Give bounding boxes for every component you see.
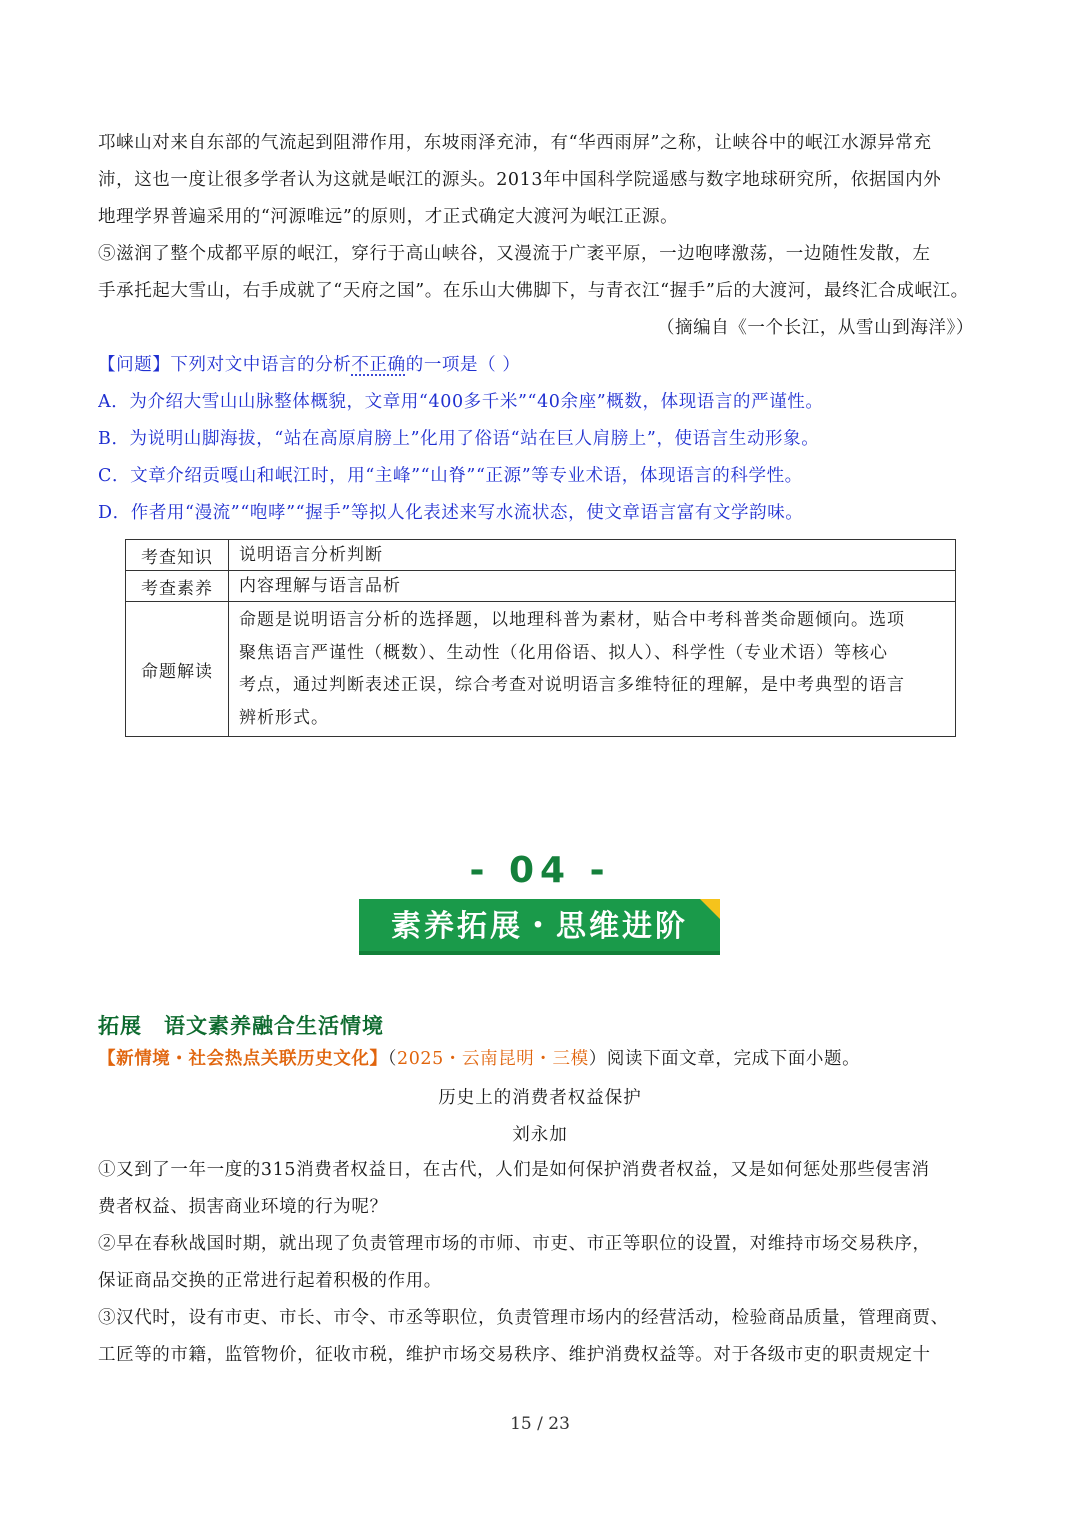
question-stem bbox=[98, 353, 978, 377]
section-number: - 04 - bbox=[469, 850, 611, 891]
source-citation: （摘编自《一个长江，从雪山到海洋》） bbox=[656, 318, 974, 338]
section-banner bbox=[359, 899, 720, 955]
article-line: ③汉代时，设有市吏、市长、市令、市丞等职位，负责管理市场内的经营活动，检验商品质量，管理商贾、 bbox=[98, 1308, 949, 1328]
page-number: 15 / 23 bbox=[510, 1414, 570, 1434]
table-row bbox=[126, 602, 956, 737]
table-value-line: 命题是说明语言分析的选择题，以地理科普为素材，贴合中考科普类命题倾向。选项 bbox=[239, 610, 905, 630]
question-text: 下列对文中语言的分析 bbox=[170, 355, 352, 375]
source-paren: （ bbox=[387, 1049, 397, 1069]
table-row bbox=[126, 540, 956, 571]
table-value-line: 考点，通过判断表述正误，综合考查对说明语言多维特征的理解，是中考典型的语言 bbox=[239, 675, 905, 695]
table-key: 考查素养 bbox=[126, 571, 229, 602]
article-line: 保证商品交换的正常进行起着积极的作用。 bbox=[98, 1271, 442, 1291]
article-line: ②早在春秋战国时期，就出现了负责管理市场的市师、市吏、市正等职位的设置，对维持市场交易秩序， bbox=[98, 1234, 931, 1254]
option-c: C．文章介绍贡嘎山和岷江时，用“主峰”“山脊”“正源”等专业术语，体现语言的科学性。 bbox=[98, 466, 803, 486]
exam-source: 2025・云南昆明・三模 bbox=[396, 1049, 589, 1069]
table-value-line: 聚焦语言严谨性（概数）、生动性（化用俗语、拟人）、科学性（专业术语）等核心 bbox=[239, 642, 888, 663]
table-value: 说明语言分析判断 bbox=[229, 540, 956, 571]
passage-line: 手承托起大雪山，右手成就了“天府之国”。在乐山大佛脚下，与青衣江“握手”后的大渡河，最终汇合成岷江。 bbox=[98, 281, 969, 301]
instruction: 阅读下面文章，完成下面小题。 bbox=[606, 1049, 861, 1069]
context-tag: 【新情境・社会热点关联历史文化】 bbox=[98, 1049, 388, 1069]
option-b: B．为说明山脚海拔，“站在高原肩膀上”化用了俗语“站在巨人肩膀上”，使语言生动形象。 bbox=[98, 429, 820, 449]
source-paren: ） bbox=[588, 1049, 607, 1069]
table-value bbox=[229, 602, 956, 737]
option-a: A．为介绍大雪山山脉整体概貌，文章用“400多千米”“40余座”概数，体现语言的严谨性。 bbox=[98, 392, 824, 412]
passage-line: ⑤滋润了整个成都平原的岷江，穿行于高山峡谷，又漫流于广袤平原，一边咆哮激荡，一边随性发散，左 bbox=[98, 244, 931, 264]
extension-source-line bbox=[98, 1047, 978, 1071]
question-tag: 【问题】 bbox=[98, 355, 171, 375]
question-text-end: 的一项是（ ） bbox=[405, 355, 521, 375]
table-value: 内容理解与语言品析 bbox=[229, 571, 956, 602]
table-value-line: 辨析形式。 bbox=[239, 707, 329, 728]
option-d: D．作者用“漫流”“咆哮”“握手”等拟人化表述来写水流状态，使文章语言富有文学韵味。 bbox=[98, 503, 804, 523]
table-row bbox=[126, 571, 956, 602]
article-author: 刘永加 bbox=[512, 1125, 568, 1145]
extension-title: 拓展 语文素养融合生活情境 bbox=[98, 1013, 384, 1038]
analysis-table bbox=[125, 539, 956, 737]
table-key: 考查知识 bbox=[126, 540, 229, 571]
passage-line: 沛，这也一度让很多学者认为这就是岷江的源头。2013年中国科学院遥感与数字地球研究所，依据国内外 bbox=[98, 170, 942, 190]
passage-line: 地理学界普遍采用的“河源唯远”的原则，才正式确定大渡河为岷江正源。 bbox=[98, 207, 679, 227]
question-emphasis: 不正确 bbox=[351, 355, 406, 375]
table-key: 命题解读 bbox=[126, 602, 229, 737]
section-banner-title: 素养拓展・思维进阶 bbox=[391, 909, 688, 944]
article-line: 费者权益、损害商业环境的行为呢？ bbox=[98, 1197, 388, 1217]
article-line: ①又到了一年一度的315消费者权益日，在古代，人们是如何保护消费者权益，又是如何惩处那些侵害消 bbox=[98, 1160, 930, 1180]
passage-line: 邛崃山对来自东部的气流起到阻滞作用，东坡雨泽充沛，有“华西雨屏”之称，让峡谷中的岷江水源异常充 bbox=[98, 133, 932, 153]
article-line: 工匠等的市籍，监管物价，征收市税，维护市场交易秩序、维护消费权益等。对于各级市吏的职责规定十 bbox=[98, 1345, 931, 1365]
article-title: 历史上的消费者权益保护 bbox=[438, 1088, 642, 1108]
